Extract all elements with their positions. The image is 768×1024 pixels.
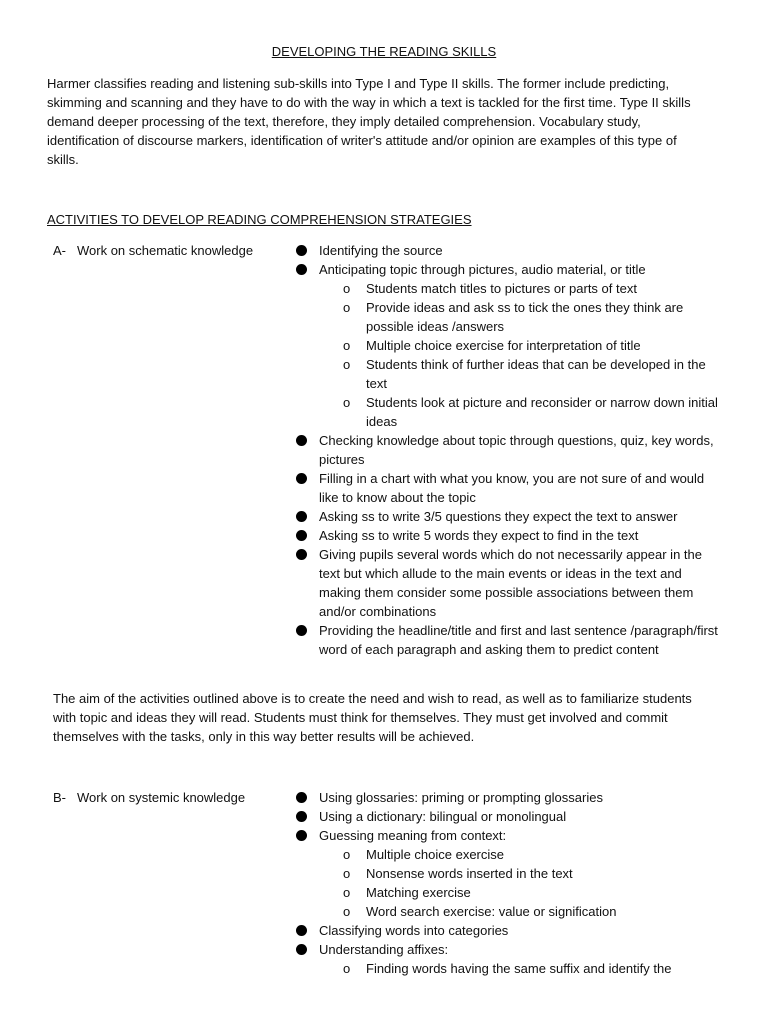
list-item-text: Checking knowledge about topic through questions, quiz, key words, pictures <box>319 433 714 467</box>
list-item-text: Understanding affixes: <box>319 942 449 957</box>
section-b-label <box>53 788 245 807</box>
sub-list-item <box>319 336 720 355</box>
circle-bullet-icon: o <box>343 885 351 900</box>
section-a-list <box>296 241 720 659</box>
list-item-text: Anticipating topic through pictures, audio material, or title <box>319 262 646 277</box>
list-item <box>296 507 720 526</box>
section-b-list <box>296 788 720 978</box>
circle-bullet-icon: o <box>343 281 351 296</box>
list-item-text: Using glossaries: priming or prompting glossaries <box>319 790 603 805</box>
list-item-text: Asking ss to write 3/5 questions they expect the text to answer <box>319 509 678 524</box>
list-item-text: Filling in a chart with what you know, you are not sure of and would like to know about the topic <box>319 471 705 505</box>
list-item <box>296 260 720 431</box>
bullet-icon <box>296 473 307 484</box>
section-a-letter: A- <box>53 243 66 258</box>
bullet-icon <box>296 511 307 522</box>
sub-list-item-text: Word search exercise: value or signification <box>366 904 617 919</box>
list-item <box>296 526 720 545</box>
list-item <box>296 469 720 507</box>
list-item-text: Asking ss to write 5 words they expect to find in the text <box>319 528 639 543</box>
circle-bullet-icon: o <box>343 395 351 410</box>
list-item-text: Using a dictionary: bilingual or monolingual <box>319 809 567 824</box>
intro-paragraph: Harmer classifies reading and listening sub-skills into Type I and Type II skills. The former include predicting, skimming and scanning and they have to do with the way in which a text is tackled for the first time. Type II skills demand deeper processing of the text, therefore, they imply detailed comprehension. Vocabulary study, identification of discourse markers, identification of writer's attitude and/or opinion are examples of this type of skills. <box>47 76 691 167</box>
circle-bullet-icon: o <box>343 847 351 862</box>
bullet-icon <box>296 811 307 822</box>
sub-list-item <box>319 355 720 393</box>
bullet-icon <box>296 830 307 841</box>
list-item <box>296 807 720 826</box>
list-item <box>296 826 720 921</box>
sub-list-item <box>319 279 720 298</box>
sub-list-item <box>319 845 720 864</box>
sub-list <box>319 845 720 921</box>
sub-list-item-text: Matching exercise <box>366 885 471 900</box>
list-item <box>296 921 720 940</box>
bullet-icon <box>296 549 307 560</box>
document-title: DEVELOPING THE READING SKILLS <box>271 44 497 59</box>
bullet-icon <box>296 944 307 955</box>
sub-list-item-text: Provide ideas and ask ss to tick the ones they think are possible ideas /answers <box>366 300 684 334</box>
bullet-icon <box>296 792 307 803</box>
list-item <box>296 545 720 621</box>
list-item-text: Giving pupils several words which do not necessarily appear in the text but which allude to the main events or ideas in the text and making them consider some possible associations between them and/or combinations <box>319 547 702 619</box>
circle-bullet-icon: o <box>343 866 351 881</box>
list-item <box>296 940 720 978</box>
sub-list <box>319 959 720 978</box>
aim-paragraph: The aim of the activities outlined above is to create the need and wish to read, as well as to familiarize students with topic and ideas they will read. Students must think for themselves. They must get involved and commit themselves with the tasks, only in this way better results will be achieved. <box>53 691 692 744</box>
list-item <box>296 621 720 659</box>
section-b-letter: B- <box>53 790 66 805</box>
section-b-title: Work on systemic knowledge <box>77 790 246 805</box>
sub-list-item <box>319 393 720 431</box>
sub-list-item-text: Finding words having the same suffix and identify the <box>366 961 672 976</box>
section-a-label <box>53 241 253 260</box>
list-item-text: Classifying words into categories <box>319 923 509 938</box>
bullet-icon <box>296 435 307 446</box>
list-item <box>296 788 720 807</box>
sub-list-item <box>319 298 720 336</box>
sub-list-item-text: Nonsense words inserted in the text <box>366 866 573 881</box>
bullet-icon <box>296 625 307 636</box>
bullet-icon <box>296 245 307 256</box>
section-a-title: Work on schematic knowledge <box>77 243 254 258</box>
list-item-text: Guessing meaning from context: <box>319 828 507 843</box>
circle-bullet-icon: o <box>343 357 351 372</box>
sub-list-item-text: Multiple choice exercise for interpretation of title <box>366 338 641 353</box>
sub-list-item <box>319 864 720 883</box>
sub-list-item <box>319 959 720 978</box>
sub-list <box>319 279 720 431</box>
list-item <box>296 241 720 260</box>
sub-list-item-text: Students look at picture and reconsider or narrow down initial ideas <box>366 395 718 429</box>
list-item <box>296 431 720 469</box>
circle-bullet-icon: o <box>343 338 351 353</box>
activities-heading: ACTIVITIES TO DEVELOP READING COMPREHENSION STRATEGIES <box>47 212 472 227</box>
bullet-icon <box>296 530 307 541</box>
circle-bullet-icon: o <box>343 300 351 315</box>
list-item-text: Identifying the source <box>319 243 443 258</box>
sub-list-item <box>319 902 720 921</box>
list-item-text: Providing the headline/title and first and last sentence /paragraph/first word of each paragraph and asking them to predict content <box>319 623 718 657</box>
bullet-icon <box>296 264 307 275</box>
circle-bullet-icon: o <box>343 904 351 919</box>
sub-list-item-text: Students think of further ideas that can be developed in the text <box>366 357 706 391</box>
bullet-icon <box>296 925 307 936</box>
circle-bullet-icon: o <box>343 961 351 976</box>
sub-list-item <box>319 883 720 902</box>
sub-list-item-text: Multiple choice exercise <box>366 847 505 862</box>
sub-list-item-text: Students match titles to pictures or parts of text <box>366 281 637 296</box>
